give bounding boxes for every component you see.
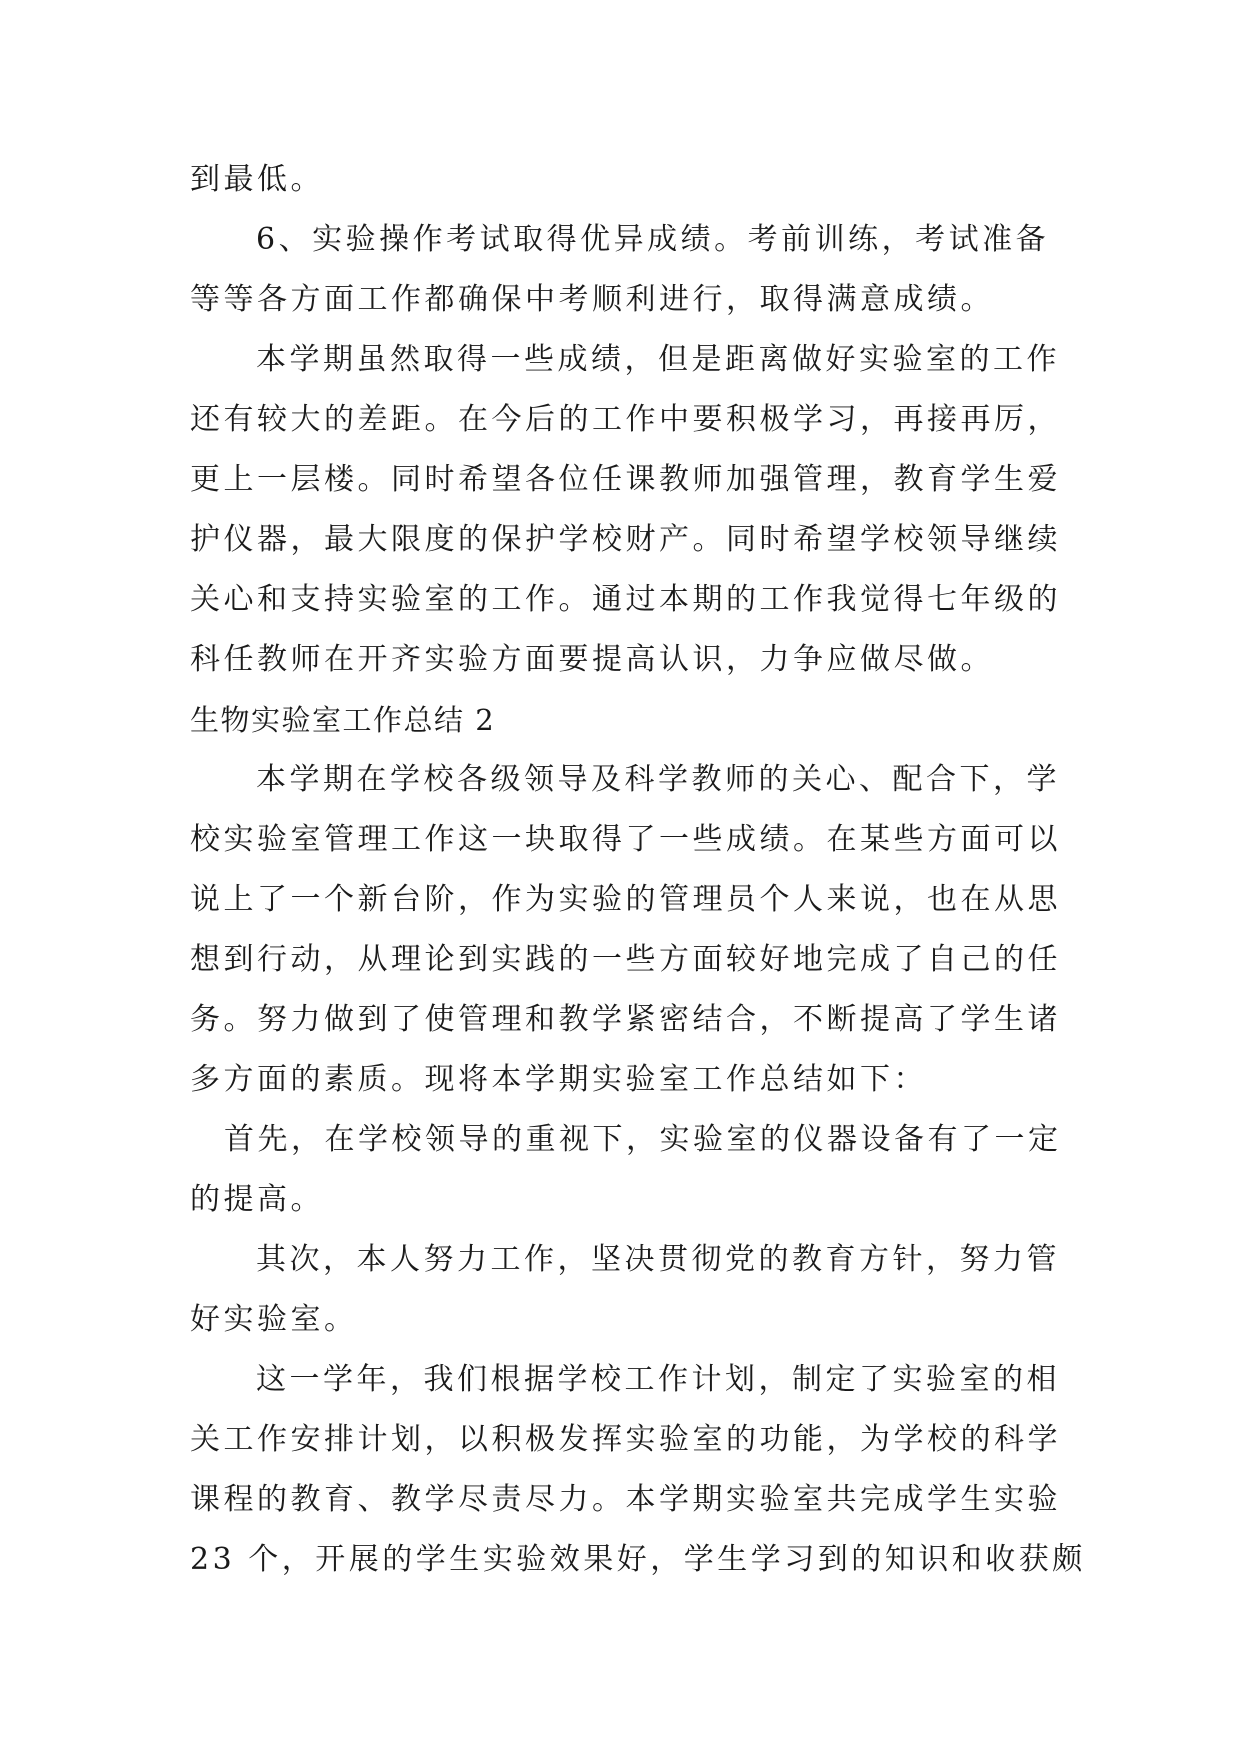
text-line: 的提高。	[190, 1182, 324, 1217]
text-line: 关工作安排计划，以积极发挥实验室的功能，为学校的科学	[190, 1422, 1061, 1457]
text-line: 首先，在学校领导的重视下，实验室的仪器设备有了一定	[224, 1122, 1062, 1157]
text-line: 本学期虽然取得一些成绩，但是距离做好实验室的工作	[256, 342, 1060, 377]
text-line: 6、实验操作考试取得优异成绩。考前训练，考试准备	[256, 222, 1050, 257]
text-line: 本学期在学校各级领导及科学教师的关心、配合下，学	[256, 762, 1060, 797]
document-body	[190, 150, 1086, 1590]
text-line: 关心和支持实验室的工作。通过本期的工作我觉得七年级的	[190, 582, 1061, 617]
text-line: 23 个，开展的学生实验效果好，学生学习到的知识和收获颇	[190, 1542, 1086, 1577]
section-heading: 生物实验室工作总结 2	[190, 703, 496, 737]
text-line: 想到行动，从理论到实践的一些方面较好地完成了自己的任	[190, 942, 1061, 977]
text-line: 务。努力做到了使管理和教学紧密结合，不断提高了学生诸	[190, 1002, 1061, 1037]
text-line: 课程的教育、教学尽责尽力。本学期实验室共完成学生实验	[190, 1482, 1061, 1517]
text-line: 这一学年，我们根据学校工作计划，制定了实验室的相	[256, 1362, 1060, 1397]
text-line: 等等各方面工作都确保中考顺利进行，取得满意成绩。	[190, 282, 994, 317]
text-line: 科任教师在开齐实验方面要提高认识，力争应做尽做。	[190, 642, 994, 677]
text-line: 多方面的素质。现将本学期实验室工作总结如下：	[190, 1062, 927, 1097]
text-line: 更上一层楼。同时希望各位任课教师加强管理，教育学生爱	[190, 462, 1061, 497]
text-line: 说上了一个新台阶，作为实验的管理员个人来说，也在从思	[190, 882, 1061, 917]
text-line: 到最低。	[190, 162, 324, 197]
text-line: 护仪器，最大限度的保护学校财产。同时希望学校领导继续	[190, 522, 1061, 557]
text-line: 其次，本人努力工作，坚决贯彻党的教育方针，努力管	[256, 1242, 1060, 1277]
text-line: 校实验室管理工作这一块取得了一些成绩。在某些方面可以	[190, 822, 1061, 857]
text-line: 还有较大的差距。在今后的工作中要积极学习，再接再厉，	[190, 402, 1061, 437]
text-line: 好实验室。	[190, 1302, 358, 1337]
